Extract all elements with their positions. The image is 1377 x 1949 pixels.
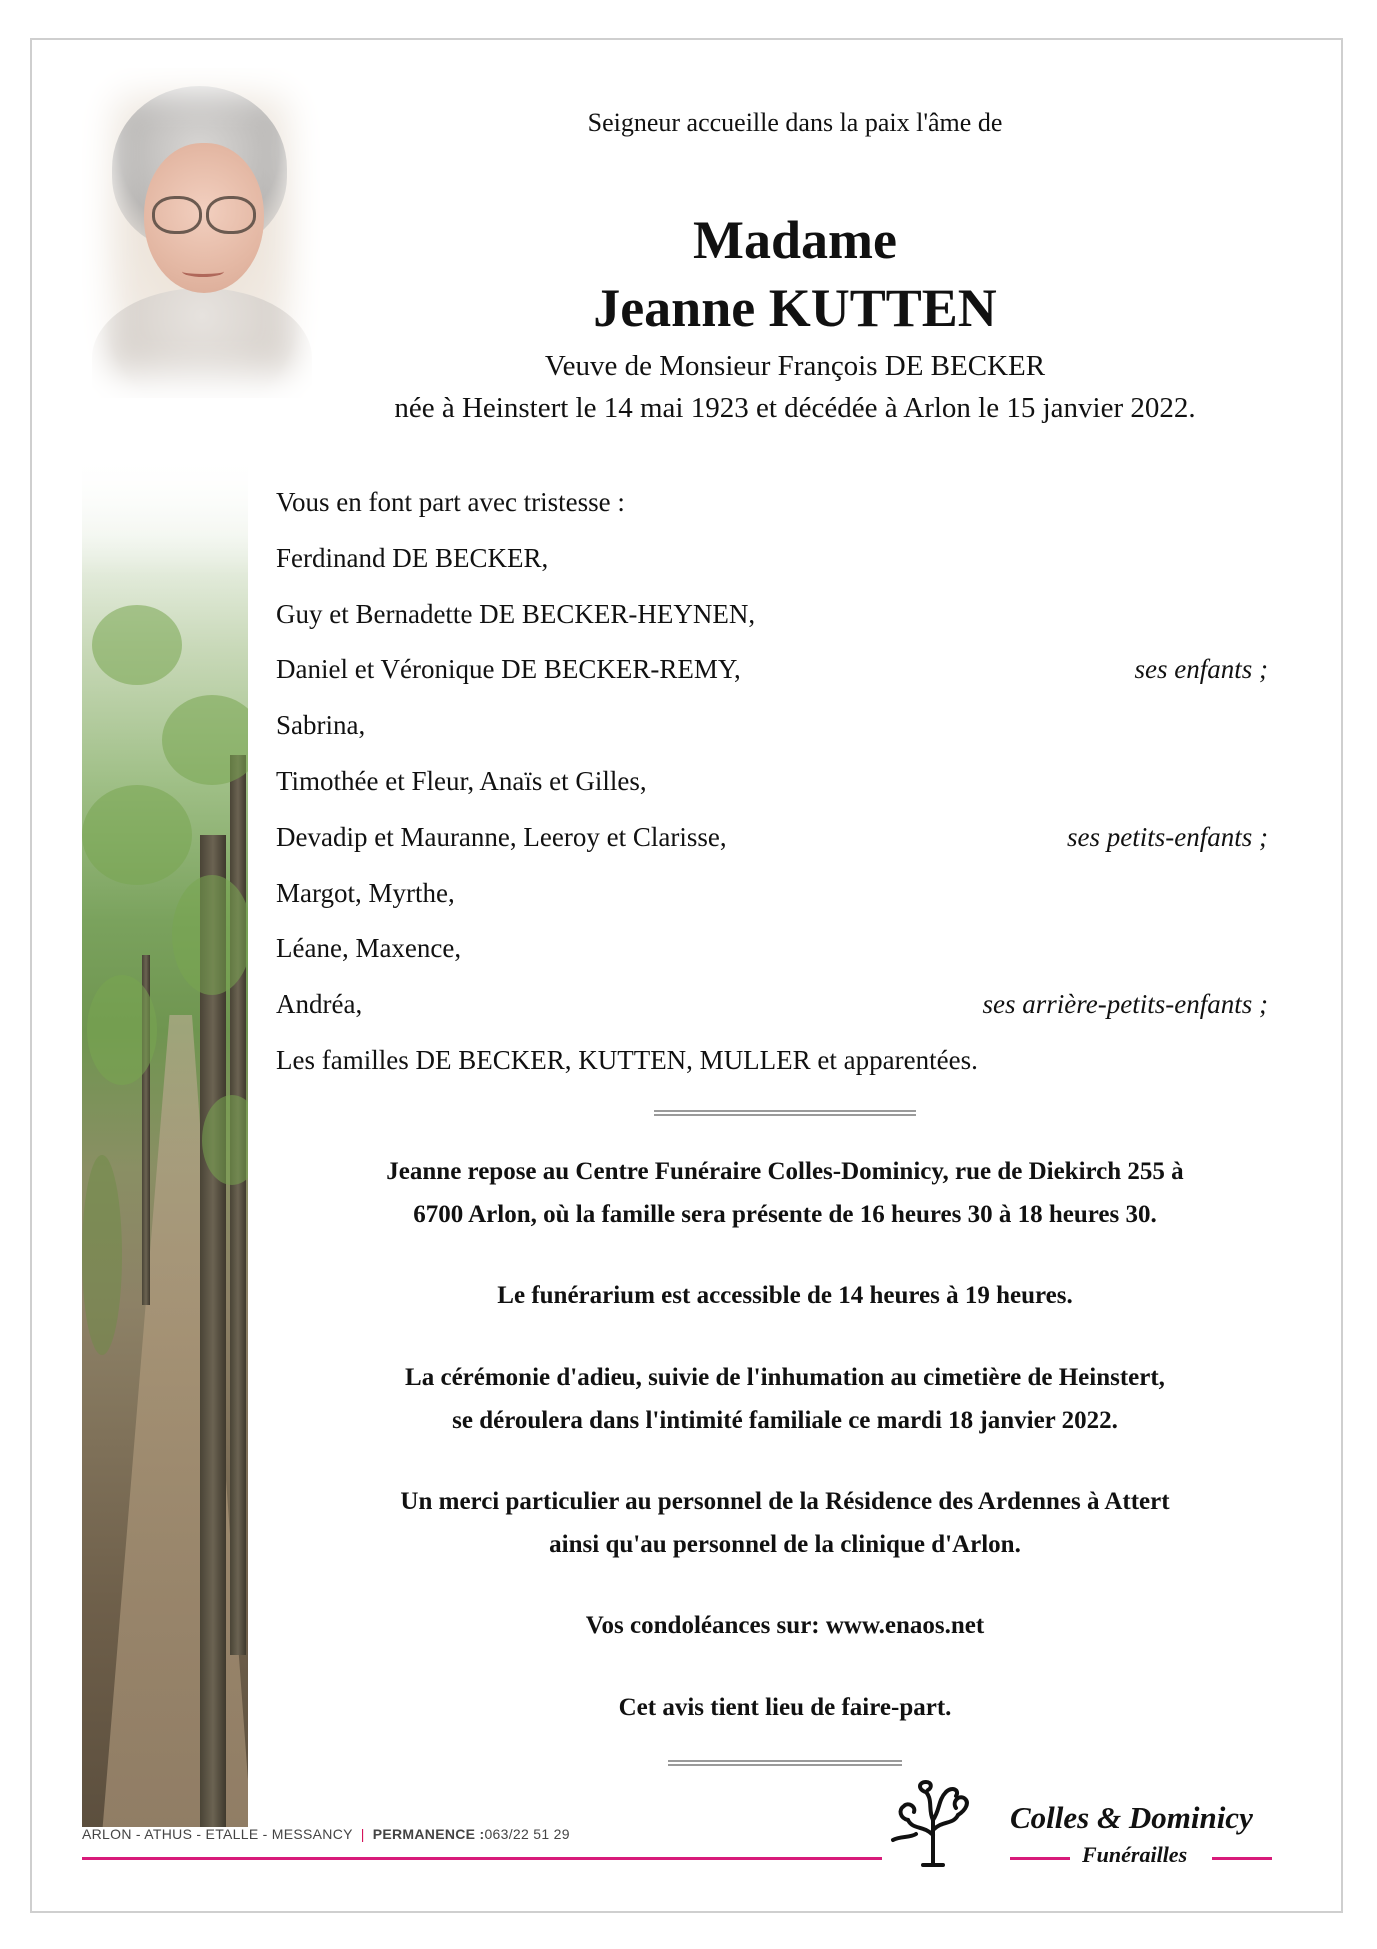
widow-line: Veuve de Monsieur François DE BECKER (544, 350, 1046, 382)
thanks-info: Un merci particulier au personnel de la Résidence des Ardennes à Attert ainsi qu'au personnel de la clinique d'Arlon. (400, 1488, 1170, 1558)
notice-info: Cet avis tient lieu de faire-part. (618, 1694, 952, 1721)
permanence-phone: 063/22 51 29 (484, 1826, 570, 1842)
list-item: Ferdinand DE BECKER, (276, 542, 549, 573)
family-list (276, 480, 1268, 1094)
list-item: Les familles DE BECKER, KUTTEN, MULLER et apparentées. (276, 1044, 978, 1075)
list-item: Devadip et Mauranne, Leeroy et Clarisse, ses petits-enfants ; (276, 815, 1268, 871)
permanence-label: PERMANENCE : (372, 1826, 485, 1842)
tree-logo-icon (888, 1780, 978, 1870)
portrait-photo (82, 68, 320, 398)
locations: ARLON - ATHUS - ETALLE - MESSANCY (82, 1826, 353, 1842)
divider (654, 1110, 916, 1116)
access-info: Le funérarium est accessible de 14 heures à 19 heures. (497, 1282, 1073, 1309)
list-item: Timothée et Fleur, Anaïs et Gilles, (276, 765, 647, 796)
list-item: Guy et Bernadette DE BECKER-HEYNEN, (276, 598, 756, 629)
repose-info: Jeanne repose au Centre Funéraire Colles-Dominicy, rue de Diekirch 255 à 6700 Arlon, où la famille sera présente de 16 heures 30 à 18 heures 30. (386, 1158, 1184, 1228)
list-item: Léane, Maxence, (276, 933, 462, 964)
birth-death-line: née à Heinstert le 14 mai 1923 et décédée à Arlon le 15 janvier 2022. (394, 392, 1196, 424)
relation-label: ses petits-enfants ; (1067, 821, 1268, 852)
list-item: Margot, Myrthe, (276, 877, 455, 908)
list-item: Andréa, ses arrière-petits-enfants ; (276, 982, 1268, 1038)
ceremony-info: La cérémonie d'adieu, suivie de l'inhumation au cimetière de Heinstert, se déroulera dans l'intimité familiale ce mardi 18 janvier 2022. (405, 1364, 1165, 1434)
deceased-name: Jeanne KUTTEN (593, 278, 997, 338)
intro-text: Seigneur accueille dans la paix l'âme de (587, 108, 1003, 137)
footer-accent-line (82, 1857, 882, 1860)
list-item: Vous en font part avec tristesse : (276, 487, 625, 517)
list-item: Sabrina, (276, 710, 366, 741)
brand-name: Colles & Dominicy (1010, 1800, 1253, 1835)
relation-label: ses enfants ; (1134, 654, 1268, 685)
condolences-info: Vos condoléances sur: www.enaos.net (585, 1612, 985, 1639)
brand-underline-right (1212, 1857, 1272, 1860)
forest-path-image (82, 455, 248, 1827)
brand-subtitle: Funérailles (1082, 1842, 1188, 1867)
relation-label: ses arrière-petits-enfants ; (982, 989, 1268, 1020)
list-item: Daniel et Véronique DE BECKER-REMY, ses enfants ; (276, 647, 1268, 703)
divider (668, 1760, 902, 1766)
footer-contact: ARLON - ATHUS - ETALLE - MESSANCY | PERMANENCE :063/22 51 29 (82, 1826, 570, 1842)
honorific-title: Madame (693, 210, 897, 270)
brand-underline-left (1010, 1857, 1070, 1860)
